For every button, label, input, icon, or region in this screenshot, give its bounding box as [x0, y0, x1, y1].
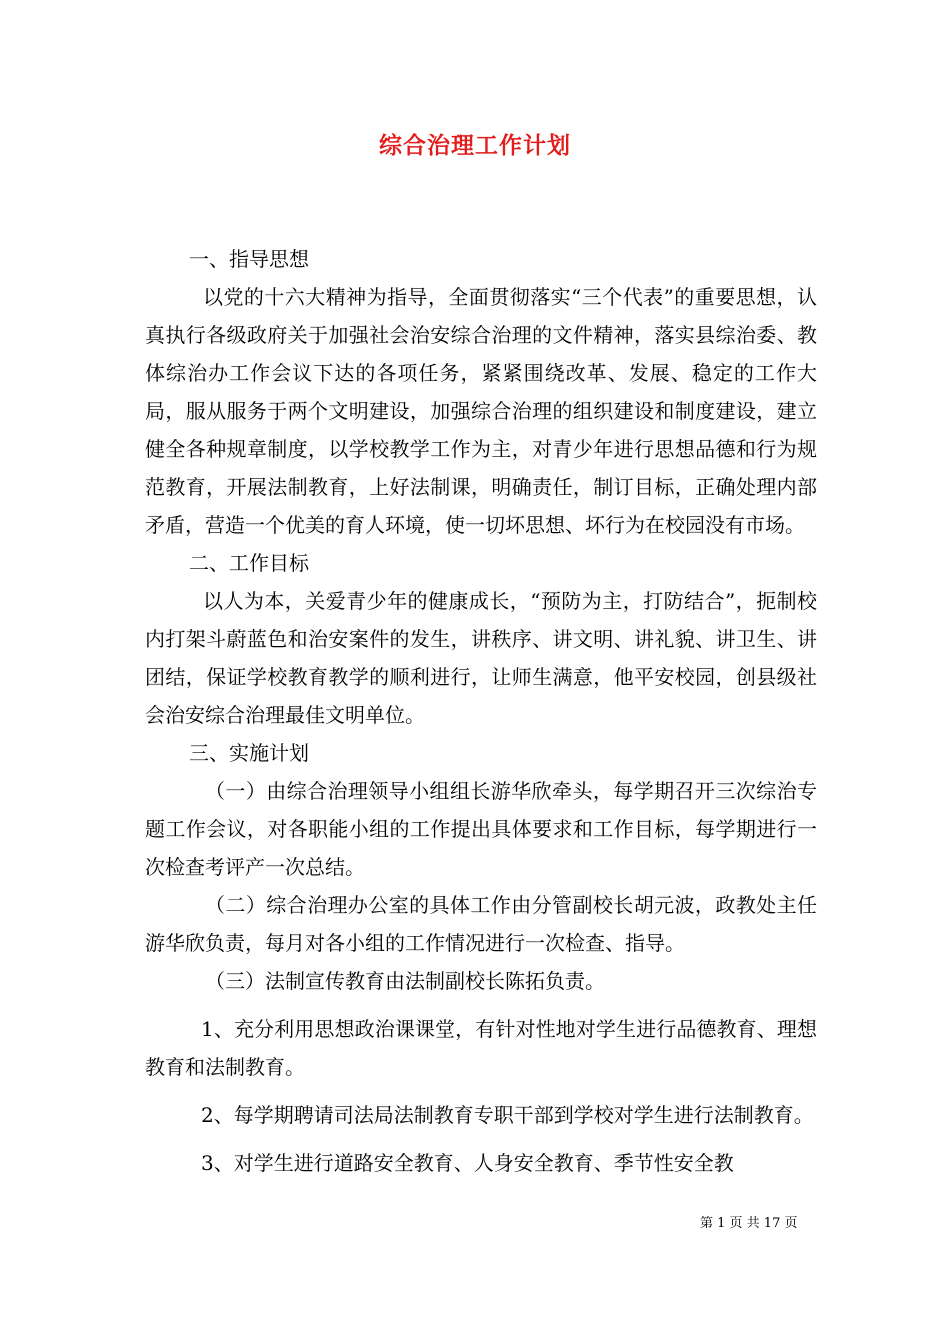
document-title: 综合治理工作计划 [379, 132, 571, 159]
page-number-footer: 第 1 页 共 17 页 [700, 1216, 798, 1231]
list-item-3: 3、对学生进行道路安全教育、人身安全教育、季节性安全教 [201, 1151, 734, 1175]
section-heading-implementation-plan: 三、实施计划 [189, 741, 309, 765]
section-heading-work-goals: 二、工作目标 [189, 551, 309, 575]
plan-subparagraph-1: （一）由综合治理领导小组组长游华欣牵头，每学期召开三次综治专题工作会议，对各职能小组的工作提出具体要求和工作目标，每学期进行一次检查考评产一次总结。 [145, 779, 817, 879]
paragraph-work-goals: 以人为本，关爱青少年的健康成长，“预防为主，打防结合”，扼制校内打架斗蔚蓝色和治安案件的发生，讲秩序、讲文明、讲礼貌、讲卫生、讲团结，保证学校教育教学的顺利进行，让师生满意，他平安校园，创县级社会治安综合治理最佳文明单位。 [145, 589, 817, 727]
list-item-1: 1、充分利用思想政治课课堂，有针对性地对学生进行品德教育、理想教育和法制教育。 [145, 1017, 817, 1079]
list-item-2: 2、每学期聘请司法局法制教育专职干部到学校对学生进行法制教育。 [201, 1103, 814, 1127]
plan-subparagraph-2: （二）综合治理办公室的具体工作由分管副校长胡元波，政教处主任游华欣负责，每月对各小组的工作情况进行一次检查、指导。 [145, 893, 817, 955]
section-heading-guiding-thought: 一、指导思想 [189, 247, 309, 271]
plan-subparagraph-3: （三）法制宣传教育由法制副校长陈拓负责。 [205, 969, 605, 993]
document-body [145, 240, 817, 1182]
paragraph-guiding-thought: 以党的十六大精神为指导，全面贯彻落实“三个代表”的重要思想，认真执行各级政府关于加强社会治安综合治理的文件精神，落实县综治委、教体综治办工作会议下达的各项任务，紧紧围绕改革、发展、稳定的工作大局，服从服务于两个文明建设，加强综合治理的组织建设和制度建设，建立健全各种规章制度，以学校教学工作为主，对青少年进行思想品德和行为规范教育，开展法制教育，上好法制课，明确责任，制订目标，正确处理内部矛盾，营造一个优美的育人环境，使一切坏思想、坏行为在校园没有市场。 [145, 285, 817, 537]
